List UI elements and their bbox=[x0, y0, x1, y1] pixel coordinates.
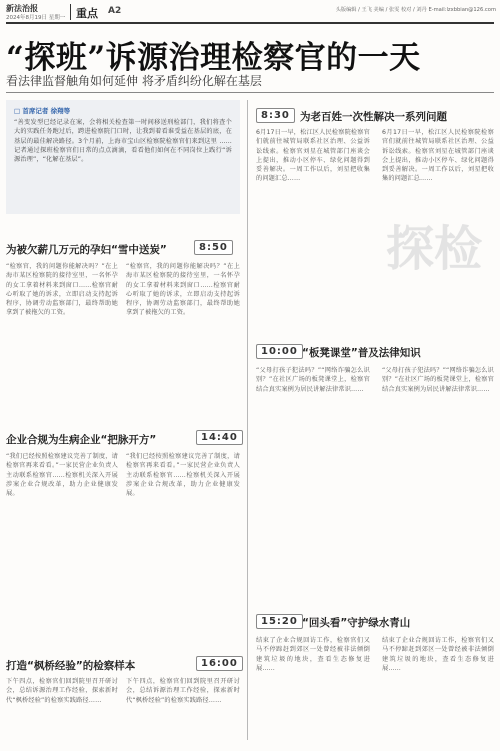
section-body-0850b: “检察官，我的问题你能解决吗？”在上海市某区检察院的接待室里，一名怀孕的女工拿着材料来到窗口……检察官耐心听取了她的诉求，立即启动支持起诉程序，协调劳动监察部门，最终帮助她拿到了被拖欠的工资。 bbox=[126, 263, 240, 317]
section-body-1000b: “父母打孩子犯法吗？”“网络诈骗怎么识别？”在社区广场的板凳课堂上，检察官结合真实案例为居民讲解法律常识…… bbox=[382, 367, 494, 393]
time-1600: 16:00 bbox=[201, 658, 238, 669]
section-body-0830a: 6月17日一早，松江区人民检察院检察官们就前往城管局联系社区治理、公益诉讼线索。检察官刘星在城管部门座谈会上提出，推动小区停车、绿化问题得到妥善解决。一周工作以后，刘星把收集的问题汇总…… bbox=[256, 129, 370, 183]
page-number: A2 bbox=[108, 6, 122, 16]
section-body-1440b: “我们已经按照检察建议完善了制度，请检察官再来看看。”一家民营企业负责人主动联系检察官……检察机关深入开展涉案企业合规改革，助力企业健康发展。 bbox=[126, 453, 240, 498]
editor-credits: 头版编辑 / 王飞 美编 / 张雯 校对 / 刘丹 E-mail:lzxbbian@126.com bbox=[335, 7, 496, 13]
section-body-1520b: 结束了企业合规回访工作，检察官们又马不停蹄赶到郊区一处曾经被非法倾倒建筑垃圾的地块，查看生态修复进展…… bbox=[382, 637, 494, 672]
time-badge-1440 bbox=[196, 430, 243, 445]
section-body-1000a: “父母打孩子犯法吗？”“网络诈骗怎么识别？”在社区广场的板凳课堂上，检察官结合真实案例为居民讲解法律常识…… bbox=[256, 367, 370, 393]
time-1520: 15:20 bbox=[261, 616, 298, 627]
section-body-1600b: 下午四点，检察官们回到院里召开研讨会，总结诉源治理工作经验，探索新时代“枫桥经验”的检察实践路径…… bbox=[126, 678, 240, 704]
masthead-rule bbox=[6, 22, 494, 24]
issue-date: 2024年8月19日 星期一 bbox=[6, 15, 66, 21]
time-badge-0830 bbox=[256, 108, 295, 123]
time-0850: 8:50 bbox=[199, 242, 228, 253]
time-0830: 8:30 bbox=[261, 110, 290, 121]
column-divider bbox=[247, 100, 248, 740]
time-badge-1600 bbox=[196, 656, 243, 671]
masthead-divider bbox=[70, 4, 71, 20]
section-heading-1520: “回头看”守护绿水青山 bbox=[302, 617, 411, 629]
section-heading-1440: 企业合规为生病企业“把脉开方” bbox=[6, 434, 157, 446]
section-name: 重点 bbox=[76, 7, 98, 20]
section-body-0850a: “检察官，我的问题你能解决吗？”在上海市某区检察院的接待室里，一名怀孕的女工拿着材料来到窗口……检察官耐心听取了她的诉求，立即启动支持起诉程序，协调劳动监察部门，最终帮助她拿到了被拖欠的工资。 bbox=[6, 263, 118, 317]
time-badge-0850 bbox=[194, 240, 233, 255]
section-heading-1000: “板凳课堂”普及法律知识 bbox=[302, 347, 421, 359]
section-heading-0850: 为被欠薪几万元的孕妇“雪中送炭” bbox=[6, 244, 167, 256]
page-title: “探班”诉源治理检察官的一天 bbox=[6, 40, 421, 76]
section-body-1600a: 下午四点，检察官们回到院里召开研讨会，总结诉源治理工作经验，探索新时代“枫桥经验”的检察实践路径…… bbox=[6, 678, 118, 704]
time-badge-1520 bbox=[256, 614, 303, 629]
intro-text: “善变发型已经记录在案，会将相关检查第一时间移送刑检部门，我们将查个大的实践任务跑过后，跨进检察院门口时，让我到着看谁受益在基层的底，在基层的最佳解决路径。3个月前，上海市宝山区检察院检察官们来到这里 …… 记者通过探班检察官们日常的点点滴滴，看看他们如何在不同岗位上践行“诉源治理”，“化解在基层”。 bbox=[14, 119, 232, 164]
title-rule bbox=[6, 92, 494, 93]
section-body-1440a: “我们已经按照检察建议完善了制度，请检察官再来看看。”一家民营企业负责人主动联系检察官……检察机关深入开展涉案企业合规改革，助力企业健康发展。 bbox=[6, 453, 118, 498]
section-heading-0830: 为老百姓一次性解决一系列问题 bbox=[300, 111, 447, 123]
time-1000: 10:00 bbox=[261, 346, 298, 357]
reporter-byline: □ 首席记者 徐翔等 bbox=[14, 107, 71, 115]
section-heading-1600: 打造“枫桥经验”的检察样本 bbox=[6, 660, 136, 672]
page-subtitle: 看法律监督触角如何延伸 将矛盾纠纷化解在基层 bbox=[6, 74, 262, 88]
time-1440: 14:40 bbox=[201, 432, 238, 443]
section-body-0830b: 6月17日一早，松江区人民检察院检察官们就前往城管局联系社区治理、公益诉讼线索。检察官刘星在城管部门座谈会上提出，推动小区停车、绿化问题得到妥善解决。一周工作以后，刘星把收集的问题汇总…… bbox=[382, 129, 494, 183]
watermark-text: 探检 bbox=[386, 221, 483, 277]
section-body-1520a: 结束了企业合规回访工作，检察官们又马不停蹄赶到郊区一处曾经被非法倾倒建筑垃圾的地块，查看生态修复进展…… bbox=[256, 637, 370, 672]
newspaper-logo: 新法治报 bbox=[6, 3, 38, 13]
intro-box bbox=[6, 100, 240, 214]
time-badge-1000 bbox=[256, 344, 303, 359]
